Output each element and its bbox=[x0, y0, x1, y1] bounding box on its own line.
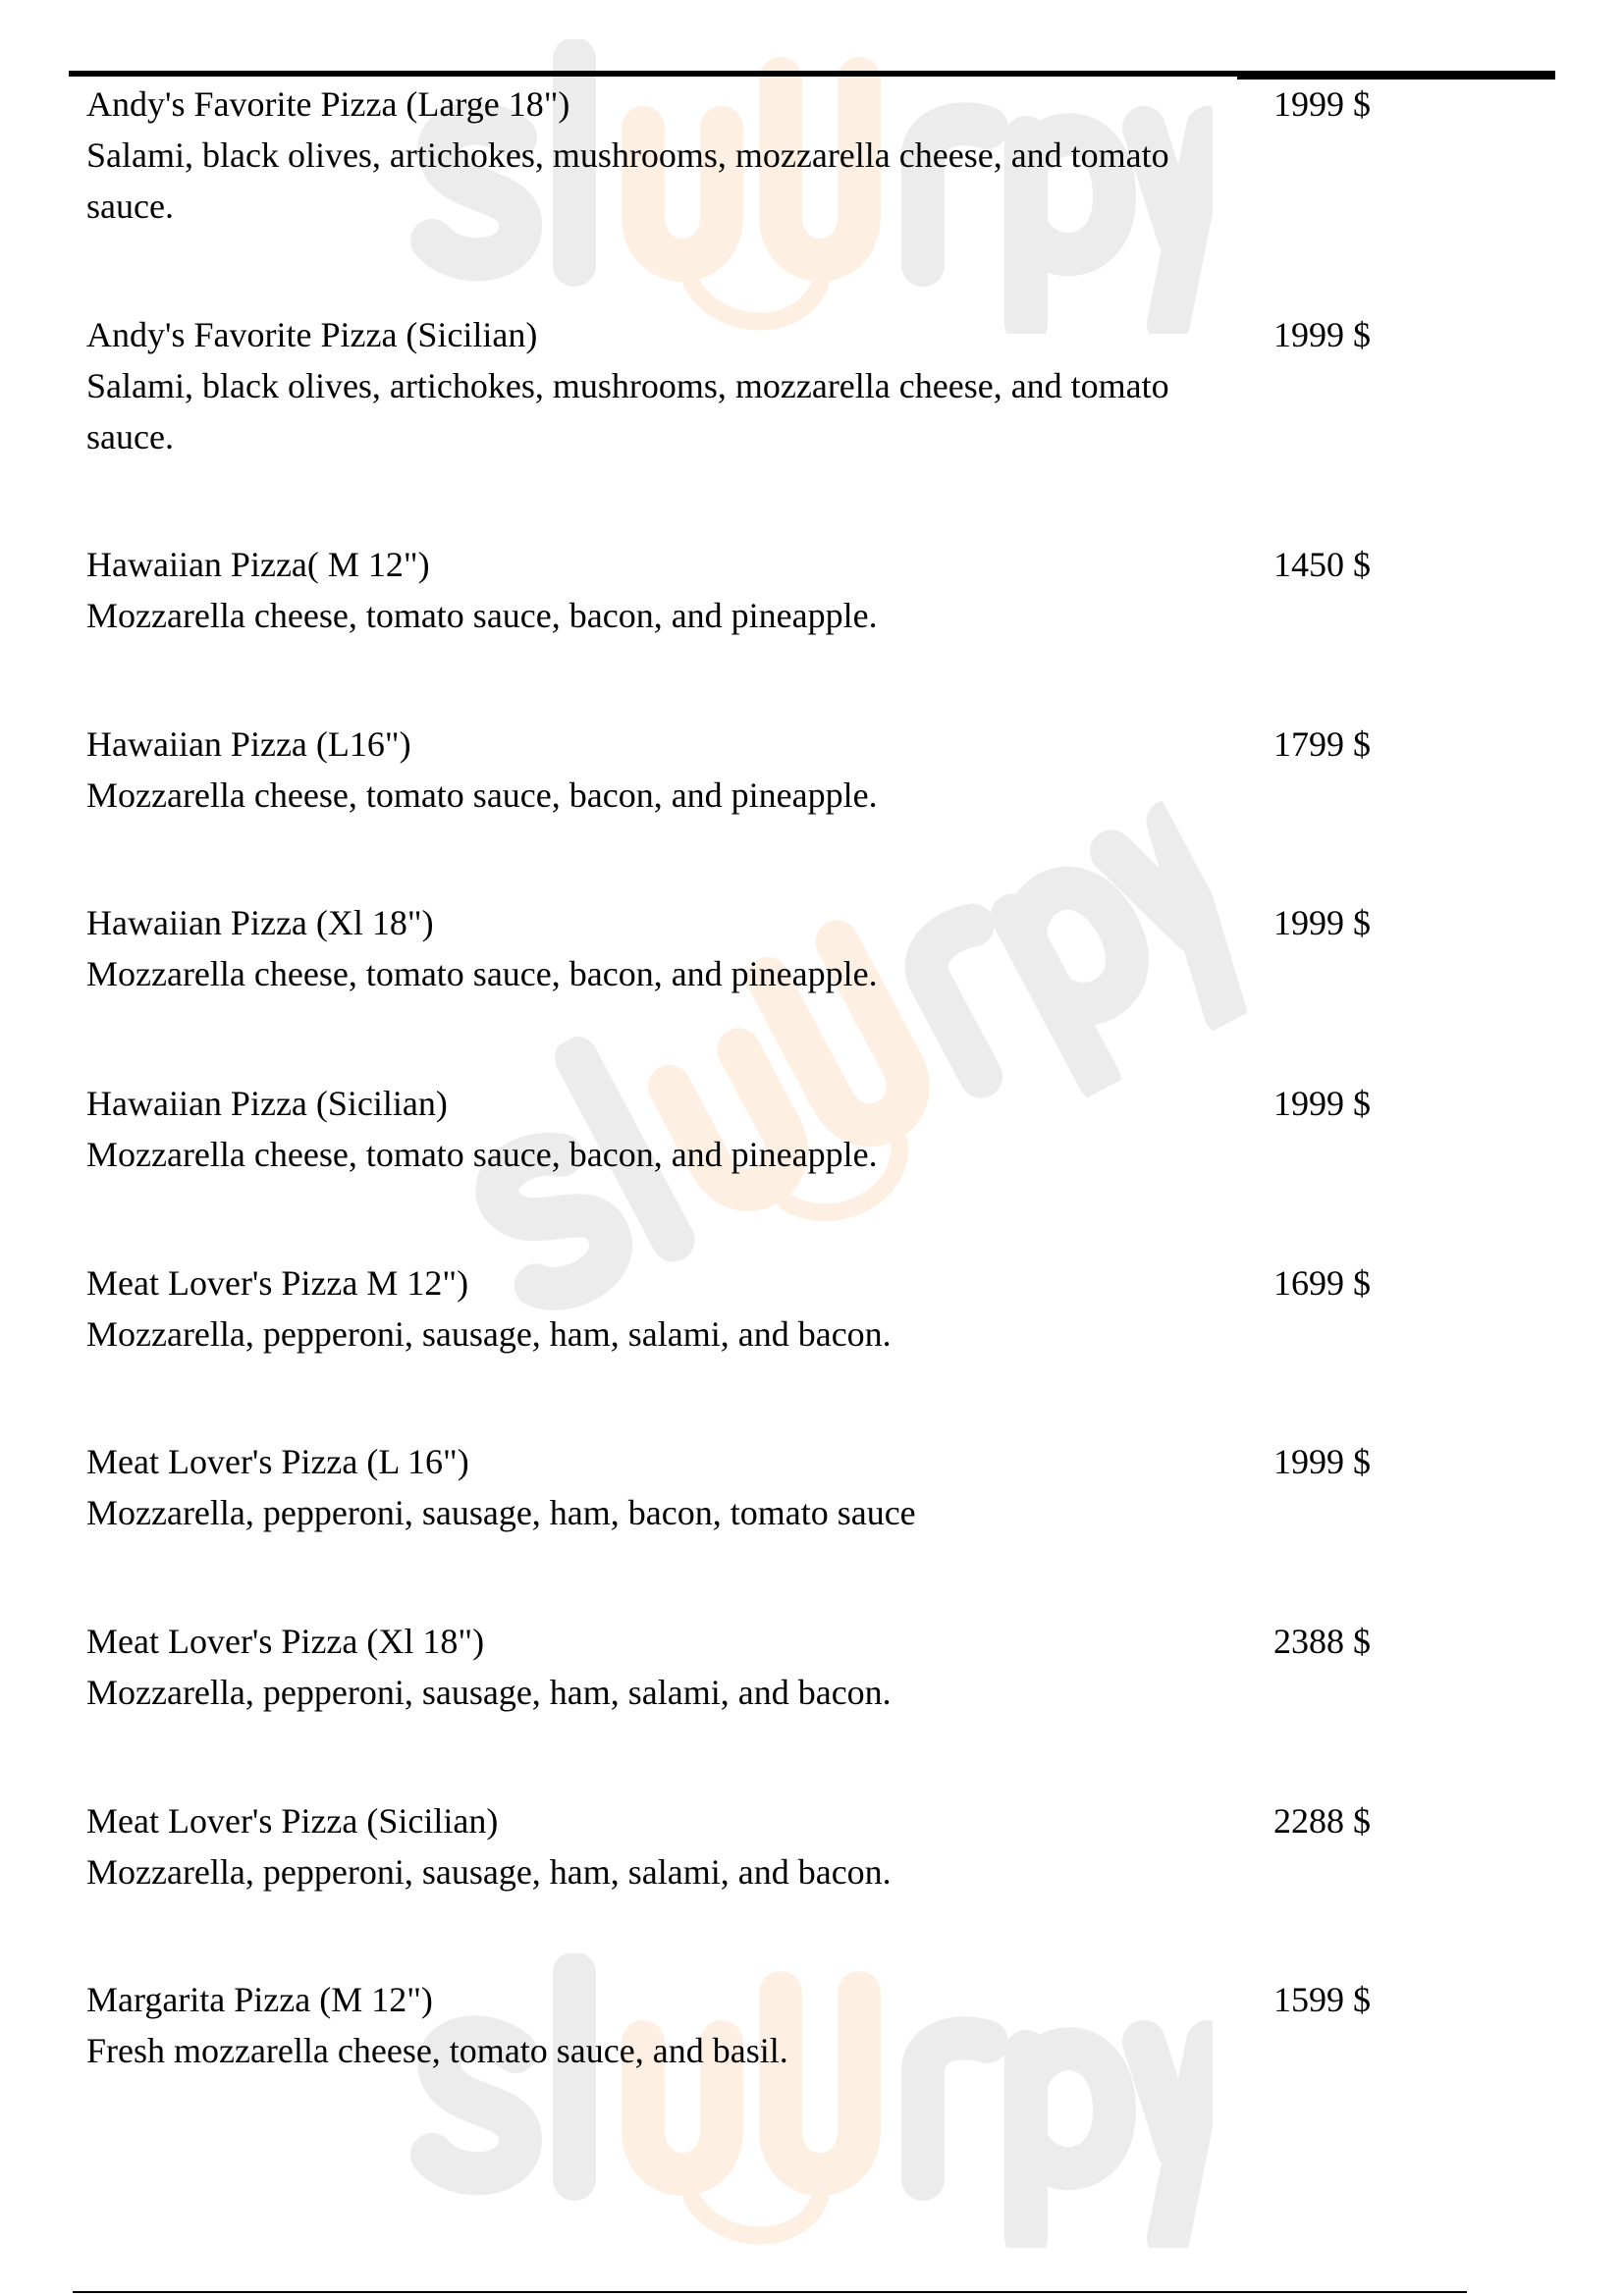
menu-item-price: 1799 $ bbox=[1273, 724, 1371, 764]
menu-item-price: 1999 $ bbox=[1273, 1442, 1371, 1481]
menu-item bbox=[86, 897, 1245, 999]
menu-item bbox=[86, 719, 1245, 821]
menu-item-name: Margarita Pizza (M 12") bbox=[86, 1980, 433, 2019]
bottom-divider bbox=[73, 2291, 1467, 2293]
menu-item-price: 1999 $ bbox=[1273, 903, 1371, 942]
menu-item bbox=[86, 1078, 1245, 1180]
menu-item-name: Meat Lover's Pizza (Xl 18") bbox=[86, 1622, 485, 1661]
menu-item-name: Hawaiian Pizza (Sicilian) bbox=[86, 1084, 448, 1123]
menu-item bbox=[86, 1436, 1245, 1538]
menu-item bbox=[86, 1257, 1245, 1360]
menu-item-price: 2288 $ bbox=[1273, 1801, 1371, 1841]
menu-item-description: Mozzarella, pepperoni, sausage, ham, salami, and bacon. bbox=[86, 1852, 892, 1892]
menu-item-name: Hawaiian Pizza( M 12") bbox=[86, 545, 430, 584]
menu-item-description: Mozzarella cheese, tomato sauce, bacon, and pineapple. bbox=[86, 775, 878, 815]
menu-item-description: Fresh mozzarella cheese, tomato sauce, and basil. bbox=[86, 2031, 788, 2070]
menu-item-price: 1599 $ bbox=[1273, 1980, 1371, 2019]
menu-item-name: Meat Lover's Pizza (Sicilian) bbox=[86, 1801, 499, 1841]
menu-item-price: 1999 $ bbox=[1273, 1084, 1371, 1123]
menu-item bbox=[86, 539, 1245, 641]
menu-item bbox=[86, 1974, 1245, 2076]
menu-item-name: Hawaiian Pizza (Xl 18") bbox=[86, 903, 434, 942]
menu-item-description: Salami, black olives, artichokes, mushrooms, mozzarella cheese, and tomato sauce. bbox=[86, 135, 1169, 226]
menu-item-price: 1999 $ bbox=[1273, 84, 1371, 124]
menu-item-description: Mozzarella, pepperoni, sausage, ham, bacon, tomato sauce bbox=[86, 1493, 916, 1532]
menu-item-description: Mozzarella, pepperoni, sausage, ham, salami, and bacon. bbox=[86, 1314, 892, 1354]
menu-item-price: 1450 $ bbox=[1273, 545, 1371, 584]
menu-item bbox=[86, 79, 1245, 232]
menu-item bbox=[86, 1616, 1245, 1718]
menu-item-description: Salami, black olives, artichokes, mushrooms, mozzarella cheese, and tomato sauce. bbox=[86, 366, 1169, 456]
menu-item bbox=[86, 1795, 1245, 1897]
menu-item-price: 1999 $ bbox=[1273, 315, 1371, 354]
menu-item-price: 1699 $ bbox=[1273, 1263, 1371, 1303]
menu-item-description: Mozzarella cheese, tomato sauce, bacon, and pineapple. bbox=[86, 954, 878, 993]
menu-item-description: Mozzarella cheese, tomato sauce, bacon, and pineapple. bbox=[86, 596, 878, 635]
menu-item bbox=[86, 309, 1245, 462]
top-divider bbox=[69, 71, 1237, 77]
menu-item-name: Meat Lover's Pizza M 12") bbox=[86, 1263, 469, 1303]
menu-item-price: 2388 $ bbox=[1273, 1622, 1371, 1661]
menu-item-description: Mozzarella cheese, tomato sauce, bacon, and pineapple. bbox=[86, 1135, 878, 1174]
menu-item-name: Andy's Favorite Pizza (Large 18") bbox=[86, 84, 570, 124]
menu-item-description: Mozzarella, pepperoni, sausage, ham, salami, and bacon. bbox=[86, 1673, 892, 1712]
menu-item-name: Hawaiian Pizza (L16") bbox=[86, 724, 411, 764]
menu-item-name: Andy's Favorite Pizza (Sicilian) bbox=[86, 315, 538, 354]
menu-item-name: Meat Lover's Pizza (L 16") bbox=[86, 1442, 469, 1481]
